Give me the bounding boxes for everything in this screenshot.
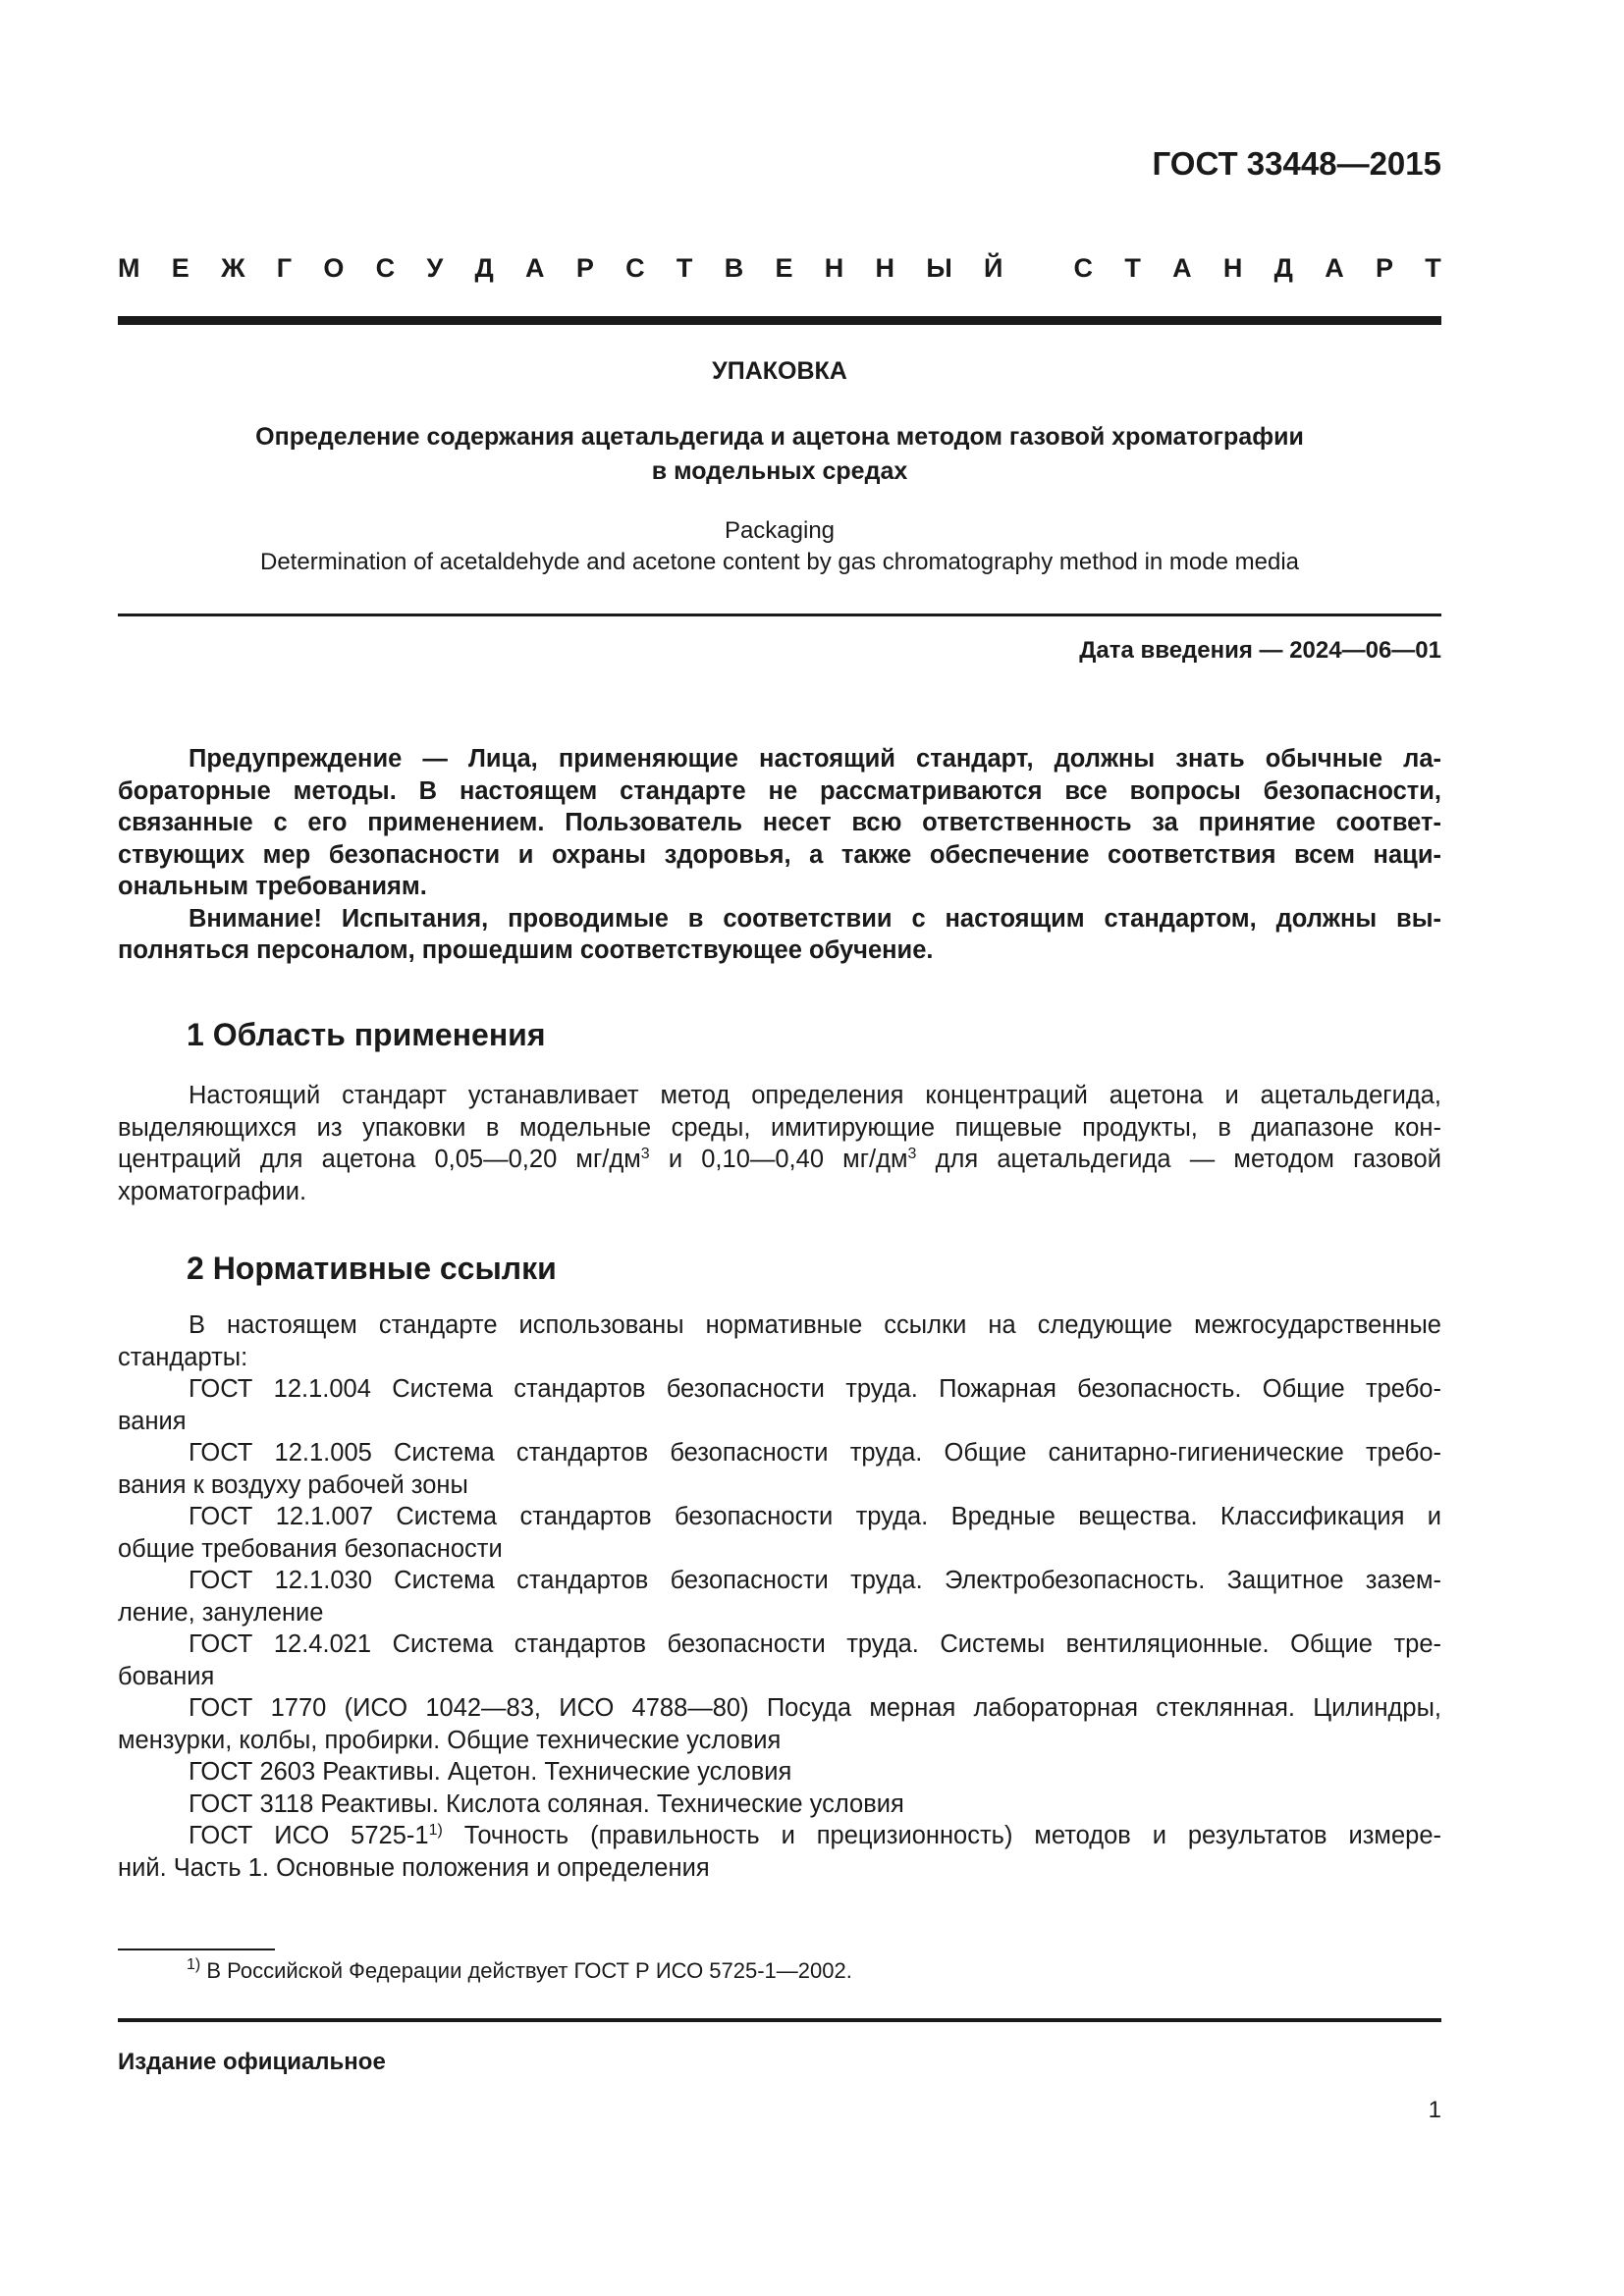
reference-item: ГОСТ 2603 Реактивы. Ацетон. Технические условия — [189, 1758, 792, 1786]
reference-item-continuation: ний. Часть 1. Основные положения и определения — [118, 1853, 710, 1882]
edition-label: Издание официальное — [118, 2049, 386, 2075]
reference-item: ГОСТ 12.1.007 Система стандартов безопасности труда. Вредные вещества. Классификация и — [189, 1503, 1441, 1530]
footnote-marker: 1) — [428, 1822, 443, 1839]
banner-letter: Н — [875, 253, 895, 283]
english-title — [118, 515, 1441, 578]
banner-letter: Г — [276, 253, 293, 283]
banner-letter: Е — [775, 253, 793, 283]
section-1-heading: 1 Область применения — [187, 1017, 546, 1052]
banner-letter: С — [375, 253, 396, 283]
attention-line: Внимание! Испытания, проводимые в соответствии с настоящим стандартом, должны вы- — [189, 904, 1441, 933]
banner-letter: Т — [676, 253, 693, 283]
body-line: выделяющихся из упаковки в модельные среды, имитирующие пищевые продукты, в диапазоне кон- — [118, 1113, 1441, 1142]
reference-item-continuation: вания к воздуху рабочей зоны — [118, 1470, 468, 1499]
reference-item: ГОСТ 3118 Реактивы. Кислота соляная. Технические условия — [189, 1789, 904, 1818]
banner-letter: Т — [1124, 253, 1141, 283]
reference-item: ГОСТ 12.1.005 Система стандартов безопасности труда. Общие санитарно-гигиенические требо- — [189, 1439, 1441, 1467]
reference-item-continuation: общие требования безопасности — [118, 1534, 503, 1563]
section-2-heading: 2 Нормативные ссылки — [187, 1251, 557, 1286]
superscript: 3 — [907, 1146, 917, 1162]
section-2-body — [118, 1309, 1441, 1884]
header-rule — [118, 316, 1441, 325]
banner-letter: Ж — [221, 253, 245, 283]
body-line: хроматографии. — [118, 1177, 307, 1205]
reference-item: ГОСТ 1770 (ИСО 1042—83, ИСО 4788—80) Посуда мерная лабораторная стеклянная. Цилиндры, — [189, 1694, 1441, 1722]
warning-line: бораторные методы. В настоящем стандарте не рассматриваются все вопросы безопасности, — [118, 776, 1441, 805]
banner-letter: С — [1073, 253, 1094, 283]
banner-letter: А — [1172, 253, 1192, 283]
attention-line: полняться персоналом, прошедшим соответствующее обучение. — [118, 936, 934, 964]
banner-letter: Й — [984, 253, 1003, 283]
footnote — [187, 1955, 852, 1987]
warning-block — [118, 743, 1441, 967]
reference-item-continuation: ление, зануление — [118, 1598, 324, 1627]
banner-letter: У — [426, 253, 444, 283]
english-title-line: Packaging — [724, 517, 836, 544]
introduction-date: Дата введения — 2024—06—01 — [1079, 637, 1441, 664]
footnote-text: В Российской Федерации действует ГОСТ Р ИСО 5725-1—2002. — [200, 1958, 852, 1983]
superscript: 3 — [640, 1146, 650, 1162]
banner-letter: В — [724, 253, 744, 283]
footnote-rule — [118, 1949, 275, 1950]
warning-line: Предупреждение — Лица, применяющие настоящий стандарт, должны знать обычные ла- — [189, 745, 1441, 773]
reference-item: ГОСТ ИСО 5725-1$^{1)}$ Точность (правильность и прецизионность) методов и результатов измере- — [189, 1822, 1441, 1849]
subtitle-line: в модельных средах — [651, 457, 908, 485]
footnote-marker: 1) — [187, 1956, 201, 1973]
banner-letter: С — [625, 253, 645, 283]
body-line: В настоящем стандарте использованы нормативные ссылки на следующие межгосударственные — [189, 1311, 1441, 1339]
banner-letter: А — [1325, 253, 1344, 283]
interstate-standard-banner — [118, 253, 1441, 284]
reference-item-continuation: вания — [118, 1407, 187, 1435]
warning-line: связанные с его применением. Пользователь несет всю ответственность за принятие соответ- — [118, 809, 1441, 836]
banner-letter: Р — [575, 253, 594, 283]
banner-letter: Т — [1425, 253, 1441, 283]
banner-gap — [1035, 253, 1043, 284]
english-title-line: Determination of acetaldehyde and acetone content by gas chromatography method in mode media — [260, 549, 1299, 575]
warning-line: ствующих мер безопасности и охраны здоровья, а также обеспечение соответствия всем наци- — [118, 840, 1441, 869]
document-subtitle — [118, 420, 1441, 489]
warning-line: ональным требованиям. — [118, 873, 427, 900]
banner-letter: М — [118, 253, 140, 283]
banner-letter: О — [323, 253, 345, 283]
banner-letter: Ы — [926, 253, 952, 283]
banner-letter: Н — [1222, 253, 1243, 283]
section-1-body — [118, 1080, 1441, 1207]
page-number: 1 — [1428, 2097, 1441, 2123]
banner-letter: Н — [824, 253, 844, 283]
banner-letter: Е — [171, 253, 189, 283]
banner-letter: Д — [474, 253, 494, 283]
title-rule — [118, 614, 1441, 616]
reference-item-continuation: бования — [118, 1662, 215, 1690]
reference-item: ГОСТ 12.4.021 Система стандартов безопасности труда. Системы вентиляционные. Общие тре- — [189, 1630, 1441, 1658]
reference-item: ГОСТ 12.1.004 Система стандартов безопасности труда. Пожарная безопасность. Общие требо- — [189, 1375, 1441, 1403]
body-line: стандарты: — [118, 1343, 248, 1371]
subtitle-line: Определение содержания ацетальдегида и ацетона методом газовой хроматографии — [255, 423, 1304, 451]
footer-rule — [118, 2018, 1441, 2022]
banner-letter: Р — [1375, 253, 1393, 283]
banner-letter: Д — [1273, 253, 1293, 283]
reference-item: ГОСТ 12.1.030 Система стандартов безопасности труда. Электробезопасность. Защитное зазем- — [189, 1567, 1441, 1594]
reference-item-continuation: мензурки, колбы, пробирки. Общие технические условия — [118, 1726, 782, 1754]
body-line: центраций для ацетона 0,05—0,20 $мг/дм^3$ и 0,10—0,40 $мг/дм^3$ для ацетальдегида — методом газовой — [118, 1146, 1441, 1173]
standard-designation: ГОСТ 33448—2015 — [1152, 145, 1441, 182]
banner-letter: А — [525, 253, 545, 283]
body-line: Настоящий стандарт устанавливает метод определения концентраций ацетона и ацетальдегида, — [189, 1082, 1441, 1109]
document-title: УПАКОВКА — [712, 357, 847, 385]
